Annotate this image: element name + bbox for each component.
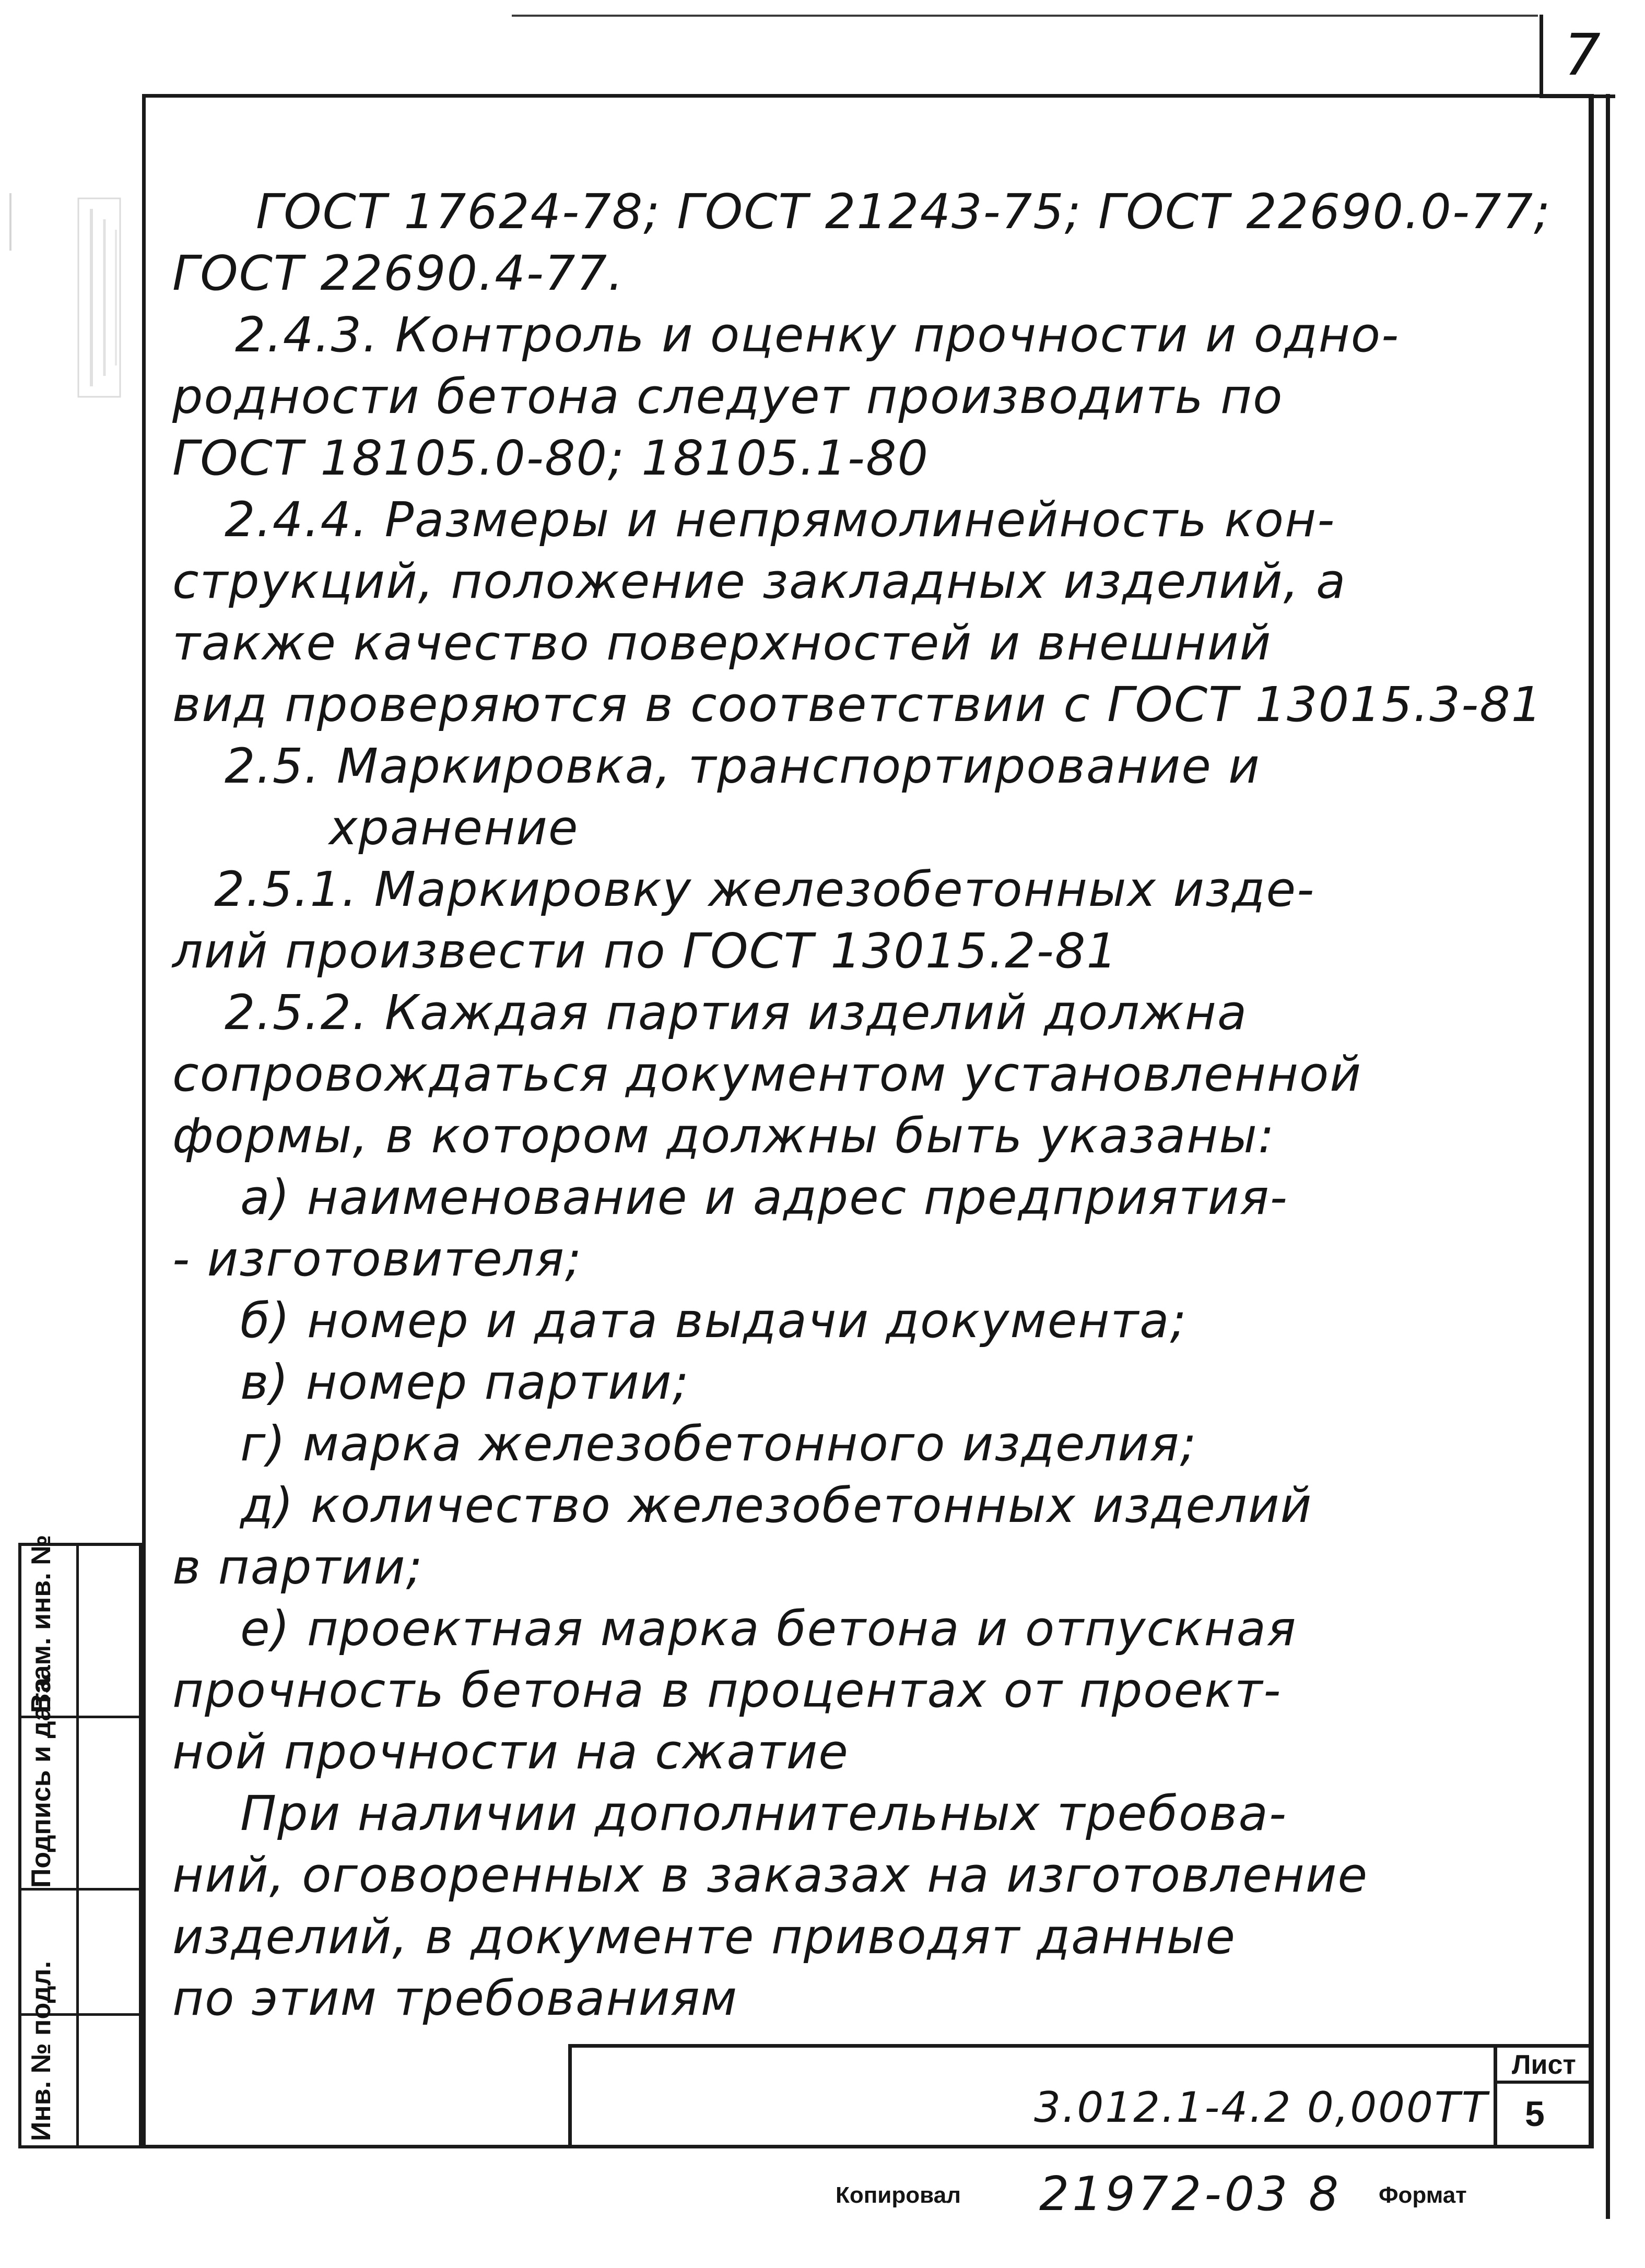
body-line: д) количество железобетонных изделий [240,1478,1313,1533]
body-line: г) марка железобетонного изделия; [240,1416,1197,1472]
body-line: ной прочности на сжатие [172,1724,849,1780]
document-code: 3.012.1-4.2 0,000ТТ [1034,2083,1489,2132]
body-line: формы, в котором должны быть указаны: [172,1108,1275,1164]
body-line: в) номер партии; [240,1354,690,1410]
body-line: прочность бетона в процентах от проект- [172,1662,1282,1718]
sheet-label: Лист [1512,2050,1576,2080]
label-signature-date: Подпись и дата [26,1678,56,1888]
body-line: также качество поверхностей и внешний [172,615,1272,671]
label-original-inv: Инв. № подл. [26,1960,56,2141]
copied-label: Копировал [836,2182,961,2208]
body-line: 2.5.2. Каждая партия изделий должна [225,985,1248,1041]
archive-stamp [0,188,141,407]
label-replaced-inv: Взам. инв. № [26,1534,56,1713]
body-line: ГОСТ 17624-78; ГОСТ 21243-75; ГОСТ 22690.0-77; [256,184,1552,240]
body-line: 2.4.4. Размеры и непрямолинейность кон- [225,492,1336,548]
title-block-left-line [568,2044,572,2148]
format-label: Формат [1379,2182,1467,2208]
sheet-cell-divider [1497,2081,1594,2084]
body-line: При наличии дополнительных требова- [240,1786,1288,1841]
body-line: 2.5.1. Маркировку железобетонных изде- [214,861,1315,917]
top-margin-line [512,15,1538,17]
outer-right-edge [1606,94,1610,2219]
body-line: в партии; [172,1539,424,1595]
body-line: хранение [329,800,579,856]
body-line: 2.5. Маркировка, транспортирование и [225,738,1261,794]
body-line: е) проектная марка бетона и отпускная [240,1601,1297,1657]
body-line: 2.4.3. Контроль и оценку прочности и одно- [235,307,1400,363]
body-line: - изготовителя; [172,1231,583,1287]
body-line: родности бетона следует производить по [172,369,1284,424]
body-line: струкций, положение закладных изделий, а [172,553,1347,609]
title-block-top-line [568,2044,1594,2048]
body-line: вид проверяются в соответствии с ГОСТ 13015.3-81 [172,677,1543,733]
body-line: ний, оговоренных в заказах на изготовление [172,1847,1369,1903]
body-line: сопровождаться документом установленной [172,1046,1362,1102]
corner-sheet-number: 7 [1564,21,1601,88]
body-line: а) наименование и адрес предприятия- [240,1170,1288,1225]
sheet-number: 5 [1525,2094,1545,2134]
body-line: изделий, в документе приводят данные [172,1909,1236,1965]
body-line: лий произвести по ГОСТ 13015.2-81 [172,923,1118,979]
body-line: ГОСТ 22690.4-77. [172,245,625,301]
body-line: по этим требованиям [172,1970,738,2026]
body-line: ГОСТ 18105.0-80; 18105.1-80 [172,430,930,486]
body-line: б) номер и дата выдачи документа; [240,1293,1188,1349]
order-number: 21972-03 8 [1039,2167,1342,2222]
left-title-block [18,1534,142,2148]
